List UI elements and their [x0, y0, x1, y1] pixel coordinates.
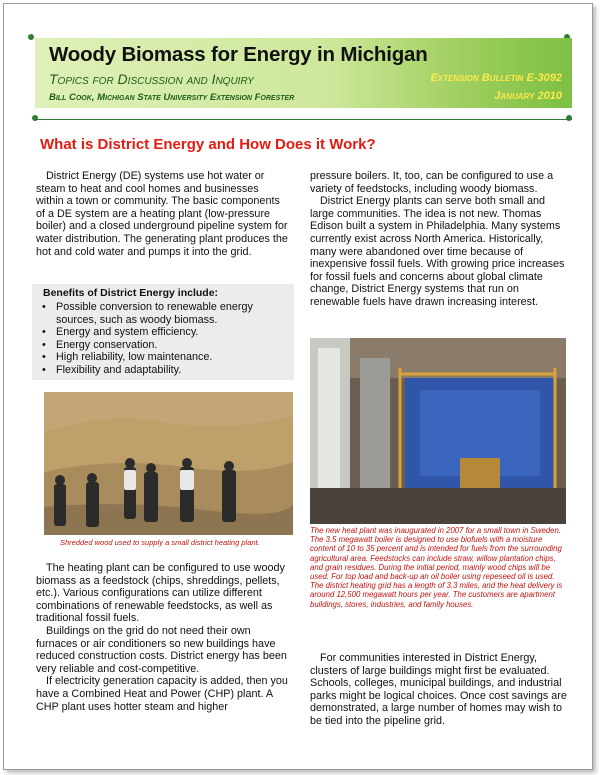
list-item: • Energy conservation.: [38, 339, 288, 352]
body-paragraph: For communities interested in District Energy, clusters of large buildings might first be evaluated. Schools, colleges, municipal buildings, and industrial parks might be logical choices. Once cost savings are demonstrated, a large number of homes may wish to be tied into the pipeline grid.: [310, 652, 567, 727]
section-headline: What is District Energy and How Does it Work?: [40, 136, 376, 153]
plant-photo-caption: The new heat plant was inaugurated in 2007 for a small town in Sweden. The 3.5 megawatt boiler is designed to use biofuels with a moisture content of 10 to 35 percent and is intended for fuels from the surrounding agricultural area. Feedstocks can include straw, willow plantation chips, and grain residues. During the initial period, mainly wood chips will be used. For top load and back-up an oil boiler using repeseed oil is used. The district heating grid has a length of 3.3 miles, and the heat delivery is around 12,500 megawatt hours per year. The customers are apartment buildings, stores, industries, and family houses.: [310, 526, 563, 609]
left-column-intro: [36, 170, 288, 258]
list-item: • Flexibility and adaptability.: [38, 364, 288, 377]
header-banner: [35, 38, 572, 108]
document-title: Woody Biomass for Energy in Michigan: [49, 43, 428, 66]
heat-plant-photo: [310, 338, 566, 524]
wood-photo-caption: Shredded wood used to supply a small district heating plant.: [60, 538, 260, 547]
intro-paragraph: District Energy (DE) systems use hot water or steam to heat and cool homes and businesses within a town or community. The basic components of a DE system are a heating plant (low-pressure boiler) and a closed underground pipeline system for water distribution. The generating plant produces the hot and cold water and pumps it into the grid.: [36, 170, 288, 258]
corner-dot: [28, 34, 34, 40]
body-paragraph: The heating plant can be configured to use woody biomass as a feedstock (chips, shreddings, pellets, etc.). Various configurations can utilize different combinations of renewable feedstocks, as well as traditional fossil fuels.: [36, 562, 285, 625]
right-column-bottom: [310, 652, 568, 728]
continuation-paragraph: pressure boilers. It, too, can be configured to use a variety of feedstocks, including woody biomass.: [310, 170, 554, 195]
bulletin-date: January 2010: [494, 90, 562, 102]
bulletin-number: Extension Bulletin E-3092: [430, 72, 562, 84]
benefits-box: [32, 284, 294, 380]
rule-dot: [32, 115, 38, 121]
rule-dot: [566, 115, 572, 121]
benefits-heading: Benefits of District Energy include:: [43, 287, 219, 299]
left-column-body: [36, 562, 288, 713]
body-paragraph: Buildings on the grid do not need their own furnaces or air conditioners so new buildings have reduced construction costs. District energy has been very reliable and cost-competitive.: [36, 624, 287, 675]
benefits-list: [38, 301, 288, 377]
right-column-top: [310, 170, 568, 309]
body-paragraph: District Energy plants can serve both small and large communities. The idea is not new. Thomas Edison built a system in Philadelphia. Many systems currently exist across North America. Historically, many were abandoned over time because of inexpensive fossil fuels. With growing price increases for fossil fuels and concerns about global climate change, District Energy systems that run on renewable fuels have drawn increasing interest.: [310, 195, 565, 308]
document-subtitle: Topics for Discussion and Inquiry: [49, 71, 254, 87]
wood-chips-illustration: [44, 392, 293, 535]
list-item: • Possible conversion to renewable energy sources, such as woody biomass.: [38, 301, 288, 326]
heat-plant-illustration: [310, 338, 566, 524]
body-paragraph: If electricity generation capacity is added, then you have a Combined Heat and Power (CHP) plant. A CHP plant uses hotter steam and higher: [36, 675, 288, 713]
author-line: Bill Cook, Michigan State University Extension Forester: [49, 92, 295, 103]
wood-chips-photo: [44, 392, 293, 535]
header-rule: [35, 119, 572, 120]
list-item: • High reliability, low maintenance.: [38, 351, 288, 364]
list-item: • Energy and system efficiency.: [38, 326, 288, 339]
bulletin-page: [3, 3, 593, 770]
